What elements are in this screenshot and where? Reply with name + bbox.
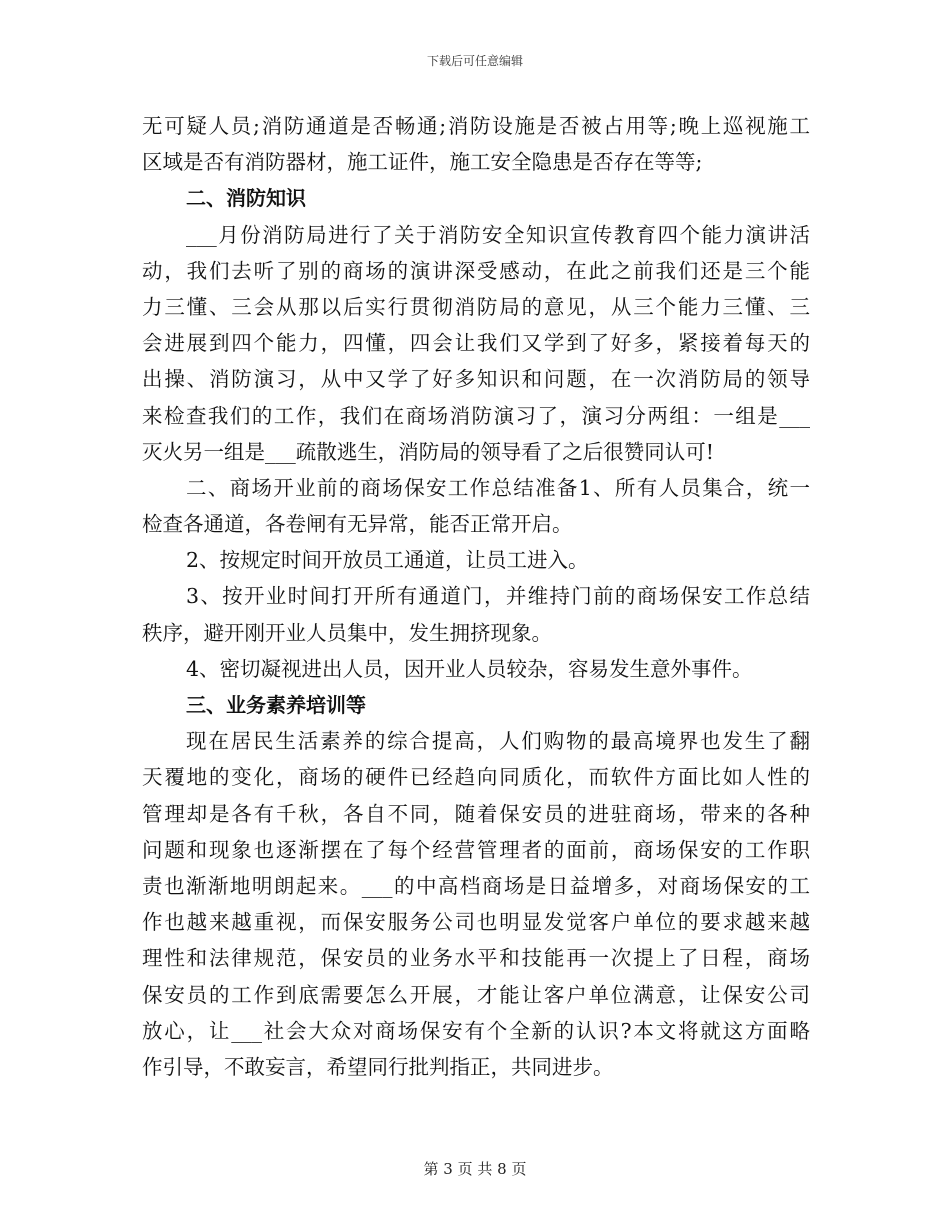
text-line: 管理却是各有千秋，各自不同，随着保安员的进驻商场，带来的各种 [142, 801, 810, 826]
text-line: 4、密切凝视进出人员，因开业人员较杂，容易发生意外事件。 [186, 656, 753, 681]
header-note: 下载后可任意编辑 [426, 54, 523, 68]
text-line: 力三懂、三会从那以后实行贯彻消防局的意见，从三个能力三懂、三 [142, 294, 810, 319]
section-heading: 二、消防知识 [186, 186, 306, 211]
text-line: 动，我们去听了别的商场的演讲深受感动，在此之前我们还是三个能 [142, 258, 810, 283]
text-line: 检查各通道，各卷闸有无异常，能否正常开启。 [142, 512, 573, 537]
section-heading: 三、业务素养培训等 [186, 693, 366, 717]
text-line: 区域是否有消防器材，施工证件，施工安全隐患是否存在等等; [142, 150, 703, 175]
document-body [142, 108, 810, 1085]
text-line: 来检查我们的工作，我们在商场消防演习了，演习分两组：一组是___ [142, 403, 810, 428]
text-line: 保安员的工作到底需要怎么开展，才能让客户单位满意，让保安公司 [142, 982, 810, 1007]
page-number-footer: 第 3 页 共 8 页 [423, 1160, 527, 1178]
text-line: 出操、消防演习，从中又学了好多知识和问题，在一次消防局的领导 [142, 367, 810, 392]
text-line: 放心，让___社会大众对商场保安有个全新的认识?本文将就这方面略 [142, 1018, 810, 1043]
text-line: 责也渐渐地明朗起来。___的中高档商场是日益增多，对商场保安的工 [142, 873, 810, 898]
text-line: 2、按规定时间开放员工通道，让员工进入。 [186, 548, 589, 573]
text-line: 灭火另一组是___疏散逃生，消防局的领导看了之后很赞同认可! [142, 439, 714, 464]
text-line: 作引导，不敢妄言，希望同行批判指正，共同进步。 [142, 1054, 614, 1079]
text-line: 作也越来越重视，而保安服务公司也明显发觉客户单位的要求越来越 [142, 910, 810, 935]
text-line: 理性和法律规范，保安员的业务水平和技能再一次提上了日程，商场 [142, 946, 810, 971]
text-line: 天覆地的变化，商场的硬件已经趋向同质化，而软件方面比如人性的 [142, 765, 810, 790]
text-line: 会进展到四个能力，四懂，四会让我们又学到了好多，紧接着每天的 [142, 331, 810, 356]
text-line: 二、商场开业前的商场保安工作总结准备1、所有人员集合，统一 [186, 475, 810, 500]
text-line: ___月份消防局进行了关于消防安全知识宣传教育四个能力演讲活 [186, 222, 810, 247]
text-line: 无可疑人员;消防通道是否畅通;消防设施是否被占用等;晚上巡视施工 [142, 114, 810, 138]
text-line: 3、按开业时间打开所有通道门，并维持门前的商场保安工作总结 [186, 584, 810, 609]
text-line: 现在居民生活素养的综合提高，人们购物的最高境界也发生了翻 [186, 729, 810, 754]
text-line: 秩序，避开刚开业人员集中，发生拥挤现象。 [142, 620, 552, 645]
text-line: 问题和现象也逐渐摆在了每个经营管理者的面前，商场保安的工作职 [142, 837, 810, 862]
